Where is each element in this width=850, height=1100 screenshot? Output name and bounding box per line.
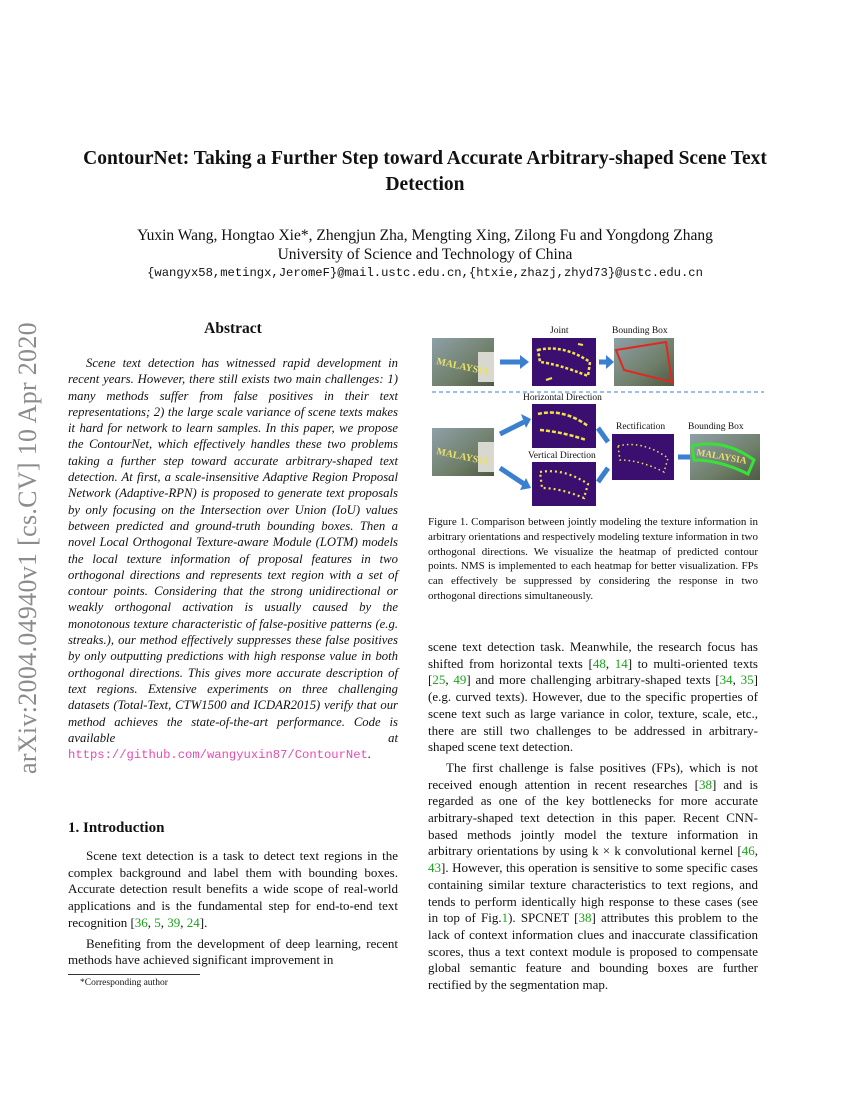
intro-paragraph-1: Scene text detection is a task to detect text regions in the complex background and label them with bounding boxes. Accurate detection result benefits a wide scope of real-world applications and is the fundamental step for end-to-end text recognition [36, 5, 39, 24]. [68, 848, 398, 930]
right-column-body [428, 639, 758, 998]
text: The first challenge is false positives (FPs), which is not received enough attention in recent researches [ [428, 759, 758, 792]
affiliation: University of Science and Technology of China [277, 246, 573, 263]
citation[interactable]: 39 [167, 914, 181, 930]
citation[interactable]: 48 [592, 655, 606, 671]
citation[interactable]: 49 [453, 672, 467, 688]
citation[interactable]: 36 [134, 914, 148, 930]
arxiv-side-stamp [4, 293, 52, 803]
abstract-end: . [367, 747, 372, 762]
heatmap-joint [532, 338, 596, 386]
heatmap-horizontal [532, 404, 596, 448]
text: ] and more challenging arbitrary-shaped texts [ [466, 672, 720, 688]
input-photo-bottom [432, 428, 494, 476]
intro-paragraph-2: Benefiting from the development of deep learning, recent methods have achieved significant improvement in [68, 935, 398, 968]
result-photo-bottom [690, 434, 760, 480]
sign-text-result: MALAYSIA [695, 448, 748, 467]
label-joint: Joint [550, 326, 569, 336]
citation[interactable]: 35 [740, 672, 754, 688]
abstract-body [68, 355, 398, 763]
heatmap-rectified [612, 434, 674, 480]
arrow-icon [598, 428, 608, 482]
footnote-rule [68, 974, 200, 975]
citation[interactable]: 43 [428, 860, 441, 876]
text: scene text detection task. Meanwhile, the research focus has shifted from horizontal texts [ [428, 639, 758, 671]
arrow-icon [500, 355, 529, 369]
input-photo-top [432, 338, 494, 386]
code-link[interactable]: https://github.com/wangyuxin87/ContourNet [68, 748, 368, 763]
label-rectification: Rectification [616, 422, 666, 432]
citation[interactable]: 24 [186, 914, 200, 930]
figure-1 [428, 322, 764, 510]
citation[interactable]: 34 [719, 672, 733, 688]
abstract-heading: Abstract [204, 320, 262, 337]
label-horizontal: Horizontal Direction [523, 393, 602, 403]
label-bounding-box-top: Bounding Box [612, 326, 668, 336]
sign-text-top: MALAYSIA [435, 356, 491, 379]
author-block [60, 226, 790, 264]
citation[interactable]: 46 [741, 843, 755, 859]
text: ] and is regarded as one of the key bottlenecks for more accurate arbitrary-shaped text detection in this paper. Recent CNN-based methods jointly model the texture information in arbitrary orientations by using k × k convolutional kernel [ [428, 776, 758, 859]
citation[interactable]: 38 [698, 776, 712, 792]
text: ]. However, this operation is sensitive to some specific cases containing similar texture characteristics to text regions, and tends to perform identically high response to these cases (see in top of Fig. [428, 860, 758, 926]
arxiv-stamp-text: arXiv:2004.04940v1 [cs.CV] 10 Apr 2020 [13, 322, 42, 774]
text: ] attributes this problem to the lack of context information clues and inaccurate classification scores, thus a text context module is proposed to compensate global semantic feature and bounding boxes are further rectified by the segmentation map. [428, 910, 758, 993]
text: ] (e.g. curved texts). However, due to the specific properties of scene text such as large variance in color, texture, scale, etc., there are still two challenges to be addressed in arbitrary-shaped scene text detection. [428, 672, 759, 755]
arrow-icon [500, 414, 531, 490]
sign-text-bottom: MALAYSIA [435, 446, 491, 469]
citation[interactable]: 5 [154, 914, 161, 930]
text: ). SPCNET [ [508, 910, 579, 926]
author-emails: {wangyx58,metingx,JeromeF}@mail.ustc.edu.cn,{htxie,zhazj,zhyd73}@ustc.edu.cn [147, 266, 703, 280]
intro-p1-end: ]. [199, 914, 208, 930]
figure-1-caption: Figure 1. Comparison between jointly modeling the texture information in arbitrary orientations and respectively modeling texture information in two orthogonal directions. We visualize the heatmap of predicted contour points. NMS is implemented to each heatmap for better visualization. FPs can effectively be suppressed by considering the response in two orthogonal directions simultaneously. [428, 516, 758, 602]
intro-p1-text: Scene text detection is a task to detect text regions in the complex background and label them with bounding boxes. Accurate detection result benefits a wide scope of real-world applications and is the fundamental step for end-to-end text recognition [ [68, 848, 398, 930]
right-paragraph-2: The first challenge is false positives (FPs), which is not received enough attention in recent researches [38] and is regarded as one of the key bottlenecks for more accurate arbitrary-shaped text detection in this paper. Recent CNN-based methods jointly model the texture information in arbitrary orientations by using k × k convolutional kernel [46, 43]. However, this operation is sensitive to some specific cases containing similar texture characteristics to text regions, and tends to perform identically high response to these cases (see in top of Fig.1). SPCNET [38] attributes this problem to the lack of context information clues and inaccurate classification scores, thus a text context module is proposed to compensate global semantic feature and bounding boxes are further rectified by the segmentation map. [428, 759, 758, 993]
footnote: *Corresponding author [80, 978, 168, 988]
citation[interactable]: 1 [501, 910, 509, 926]
citation[interactable]: 38 [578, 910, 592, 926]
arrow-icon [599, 355, 614, 369]
intro-heading: 1. Introduction [68, 820, 165, 836]
intro-body [68, 848, 398, 973]
citation[interactable]: 14 [614, 655, 628, 671]
authors-line: Yuxin Wang, Hongtao Xie*, Zhengjun Zha, Mengting Xing, Zilong Fu and Yongdong Zhang [137, 227, 713, 244]
label-vertical: Vertical Direction [528, 451, 596, 461]
abstract-text: Scene text detection has witnessed rapid development in recent years. However, there still exists two main challenges: 1) many methods suffer from false positives in their text representations; 2) the large scale variance of scene texts makes it hard for network to learn samples. In this paper, we propose the ContourNet, which effectively handles these two problems taking a further step toward accurate arbitrary-shaped text detection. At first, a scale-insensitive Adaptive Region Proposal Network (Adaptive-RPN) is proposed to generate text proposals by only focusing on the Intersection over Union (IoU) values between predicted and ground-truth bounding boxes. Then a novel Local Orthogonal Texture-aware Module (LOTM) models the local texture information of proposal features in two orthogonal directions and represents text region with a set of contour points. Considering that the strong unidirectional or weakly orthogonal activation is usually caused by the monotonous texture characteristic of false-positive patterns (e.g. streaks.), our method effectively suppresses these false positives by only outputting predictions with high response value in both orthogonal directions. This gives more accurate description of text regions. Extensive experiments on three challenging datasets (Total-Text, CTW1500 and ICDAR2015) verify that our method achieves the state-of-the-art performance. Code is available at [68, 356, 398, 745]
text: ] to multi-oriented texts [ [428, 655, 758, 688]
citation[interactable]: 25 [432, 672, 446, 688]
label-bounding-box-bottom: Bounding Box [688, 422, 744, 432]
result-photo-top [614, 338, 674, 386]
paper-title: ContourNet: Taking a Further Step toward Accurate Arbitrary-shaped Scene Text Detection [83, 148, 767, 195]
right-paragraph-1: scene text detection task. Meanwhile, the research focus has shifted from horizontal texts [48, 14] to multi-oriented texts [25, 49] and more challenging arbitrary-shaped texts [34, 35] (e.g. curved texts). However, due to the specific properties of scene text such as large variance in color, texture, scale, etc., there are still two challenges to be addressed in arbitrary-shaped scene text detection. [428, 639, 759, 755]
heatmap-vertical [532, 462, 596, 506]
